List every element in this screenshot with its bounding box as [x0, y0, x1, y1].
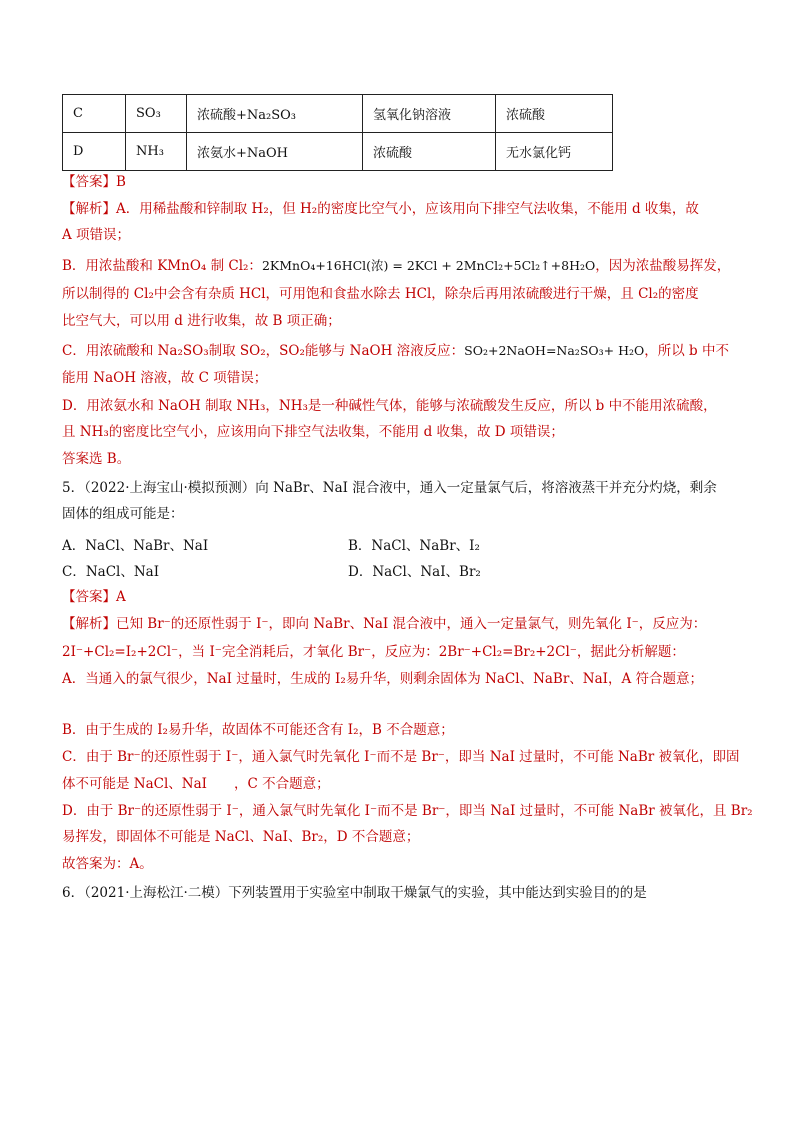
q4-analysis-d1: D．用浓氨水和 NaOH 制取 NH₃，NH₃是一种碱性气体，能够与浓硫酸发生反应，所以 b 中不能用浓硫酸， [62, 398, 717, 414]
q5-analysis-d2: 易挥发，即固体不可能是 NaCl、NaI、Br₂，D 不合题意； [62, 829, 420, 845]
q4-analysis-d2: 且 NH₃的密度比空气小，应该用向下排空气法收集，不能用 d 收集，故 D 项错误； [62, 424, 564, 440]
analysis-text: ，所以 b 中不 [644, 343, 729, 359]
table-cell: 浓氨水+NaOH [187, 133, 363, 171]
answer-value: A [116, 589, 126, 605]
q4-analysis-b2: 所以制得的 Cl₂中会含有杂质 HCl，可用饱和食盐水除去 HCl，除杂后再用浓硫酸进行干燥，且 Cl₂的密度 [62, 286, 699, 302]
reaction-equation: 2KMnO₄+16HCl(浓) = 2KCl + 2MnCl₂+5Cl₂↑+8H₂O [261, 258, 596, 273]
q5-answer-line [62, 586, 126, 608]
q5-option-a: A．NaCl、NaBr、NaI [62, 538, 209, 554]
answer-value: B [116, 174, 126, 190]
table-cell: NH₃ [126, 133, 187, 171]
answer-tag: 【答案】 [62, 589, 116, 605]
q4-analysis-c1 [62, 340, 729, 362]
q5-option-c: C．NaCl、NaI [62, 564, 160, 580]
q5-option-d: D．NaCl、NaI、Br₂ [348, 564, 481, 580]
table-row [63, 133, 613, 171]
q5-analysis-c1: C．由于 Br⁻的还原性弱于 I⁻，通入氯气时先氧化 I⁻而不是 Br⁻，即当 NaI 过量时，不可能 NaBr 被氧化，即固 [62, 749, 740, 765]
table-cell: 无水氯化钙 [496, 133, 613, 171]
q5-stem-line2: 固体的组成可能是： [62, 506, 184, 522]
options-table [62, 94, 613, 171]
table-cell: SO₃ [126, 95, 187, 133]
table-cell: C [63, 95, 126, 133]
analysis-tag: 【解析】 [62, 201, 116, 217]
q5-analysis-s1 [62, 613, 706, 635]
q4-analysis-a1 [62, 198, 699, 220]
q5-analysis-s2: 2I⁻+Cl₂=I₂+2Cl⁻，当 I⁻完全消耗后，才氧化 Br⁻，反应为：2Br⁻+Cl₂=Br₂+2Cl⁻，据此分析解题： [62, 644, 685, 660]
q5-analysis-c2: 体不可能是 NaCl、NaI ，C 不合题意； [62, 776, 330, 792]
q4-answer-line [62, 171, 126, 193]
analysis-text: C．用浓硫酸和 Na₂SO₃制取 SO₂，SO₂能够与 NaOH 溶液反应： [62, 343, 465, 359]
table-cell: 氢氧化钠溶液 [363, 95, 496, 133]
q4-analysis-c2: 能用 NaOH 溶液，故 C 项错误； [62, 370, 268, 386]
q5-analysis-d1: D．由于 Br⁻的还原性弱于 I⁻，通入氯气时先氧化 I⁻而不是 Br⁻，即当 NaI 过量时，不可能 NaBr 被氧化，且 Br₂ [62, 803, 753, 819]
table-cell: 浓硫酸+Na₂SO₃ [187, 95, 363, 133]
analysis-text: ，因为浓盐酸易挥发， [595, 258, 731, 274]
q6-stem: 6．（2021·上海松江·二模）下列装置用于实验室中制取干燥氯气的实验，其中能达到实验目的的是 [62, 885, 647, 901]
q5-option-b: B．NaCl、NaBr、I₂ [348, 538, 480, 554]
q4-analysis-b3: 比空气大，可以用 d 进行收集，故 B 项正确； [62, 313, 341, 329]
analysis-text: A．用稀盐酸和锌制取 H₂，但 H₂的密度比空气小，应该用向下排空气法收集，不能用 d 收集，故 [116, 201, 699, 217]
q5-final-answer: 故答案为：A。 [62, 856, 153, 872]
analysis-text: B．用浓盐酸和 KMnO₄ 制 Cl₂： [62, 258, 262, 274]
analysis-tag: 【解析】 [62, 616, 116, 632]
q4-analysis-a2: A 项错误； [62, 227, 131, 243]
q4-final-answer: 答案选 B。 [62, 451, 131, 467]
table-cell: 浓硫酸 [363, 133, 496, 171]
q5-analysis-a: A．当通入的氯气很少，NaI 过量时，生成的 I₂易升华，则剩余固体为 NaCl、NaBr、NaI，A 符合题意； [62, 671, 704, 687]
analysis-text: 已知 Br⁻的还原性弱于 I⁻，即向 NaBr、NaI 混合液中，通入一定量氯气，则先氧化 I⁻，反应为： [116, 616, 707, 632]
table-cell: 浓硫酸 [496, 95, 613, 133]
q5-analysis-b: B．由于生成的 I₂易升华，故固体不可能还含有 I₂，B 不合题意； [62, 722, 454, 738]
table-row [63, 95, 613, 133]
q5-stem-line1: 5．（2022·上海宝山·模拟预测）向 NaBr、NaI 混合液中，通入一定量氯气后，将溶液蒸干并充分灼烧，剩余 [62, 480, 717, 496]
answer-tag: 【答案】 [62, 174, 116, 190]
q4-analysis-b1 [62, 255, 730, 277]
table-cell: D [63, 133, 126, 171]
reaction-equation: SO₂+2NaOH=Na₂SO₃+ H₂O [464, 343, 645, 358]
